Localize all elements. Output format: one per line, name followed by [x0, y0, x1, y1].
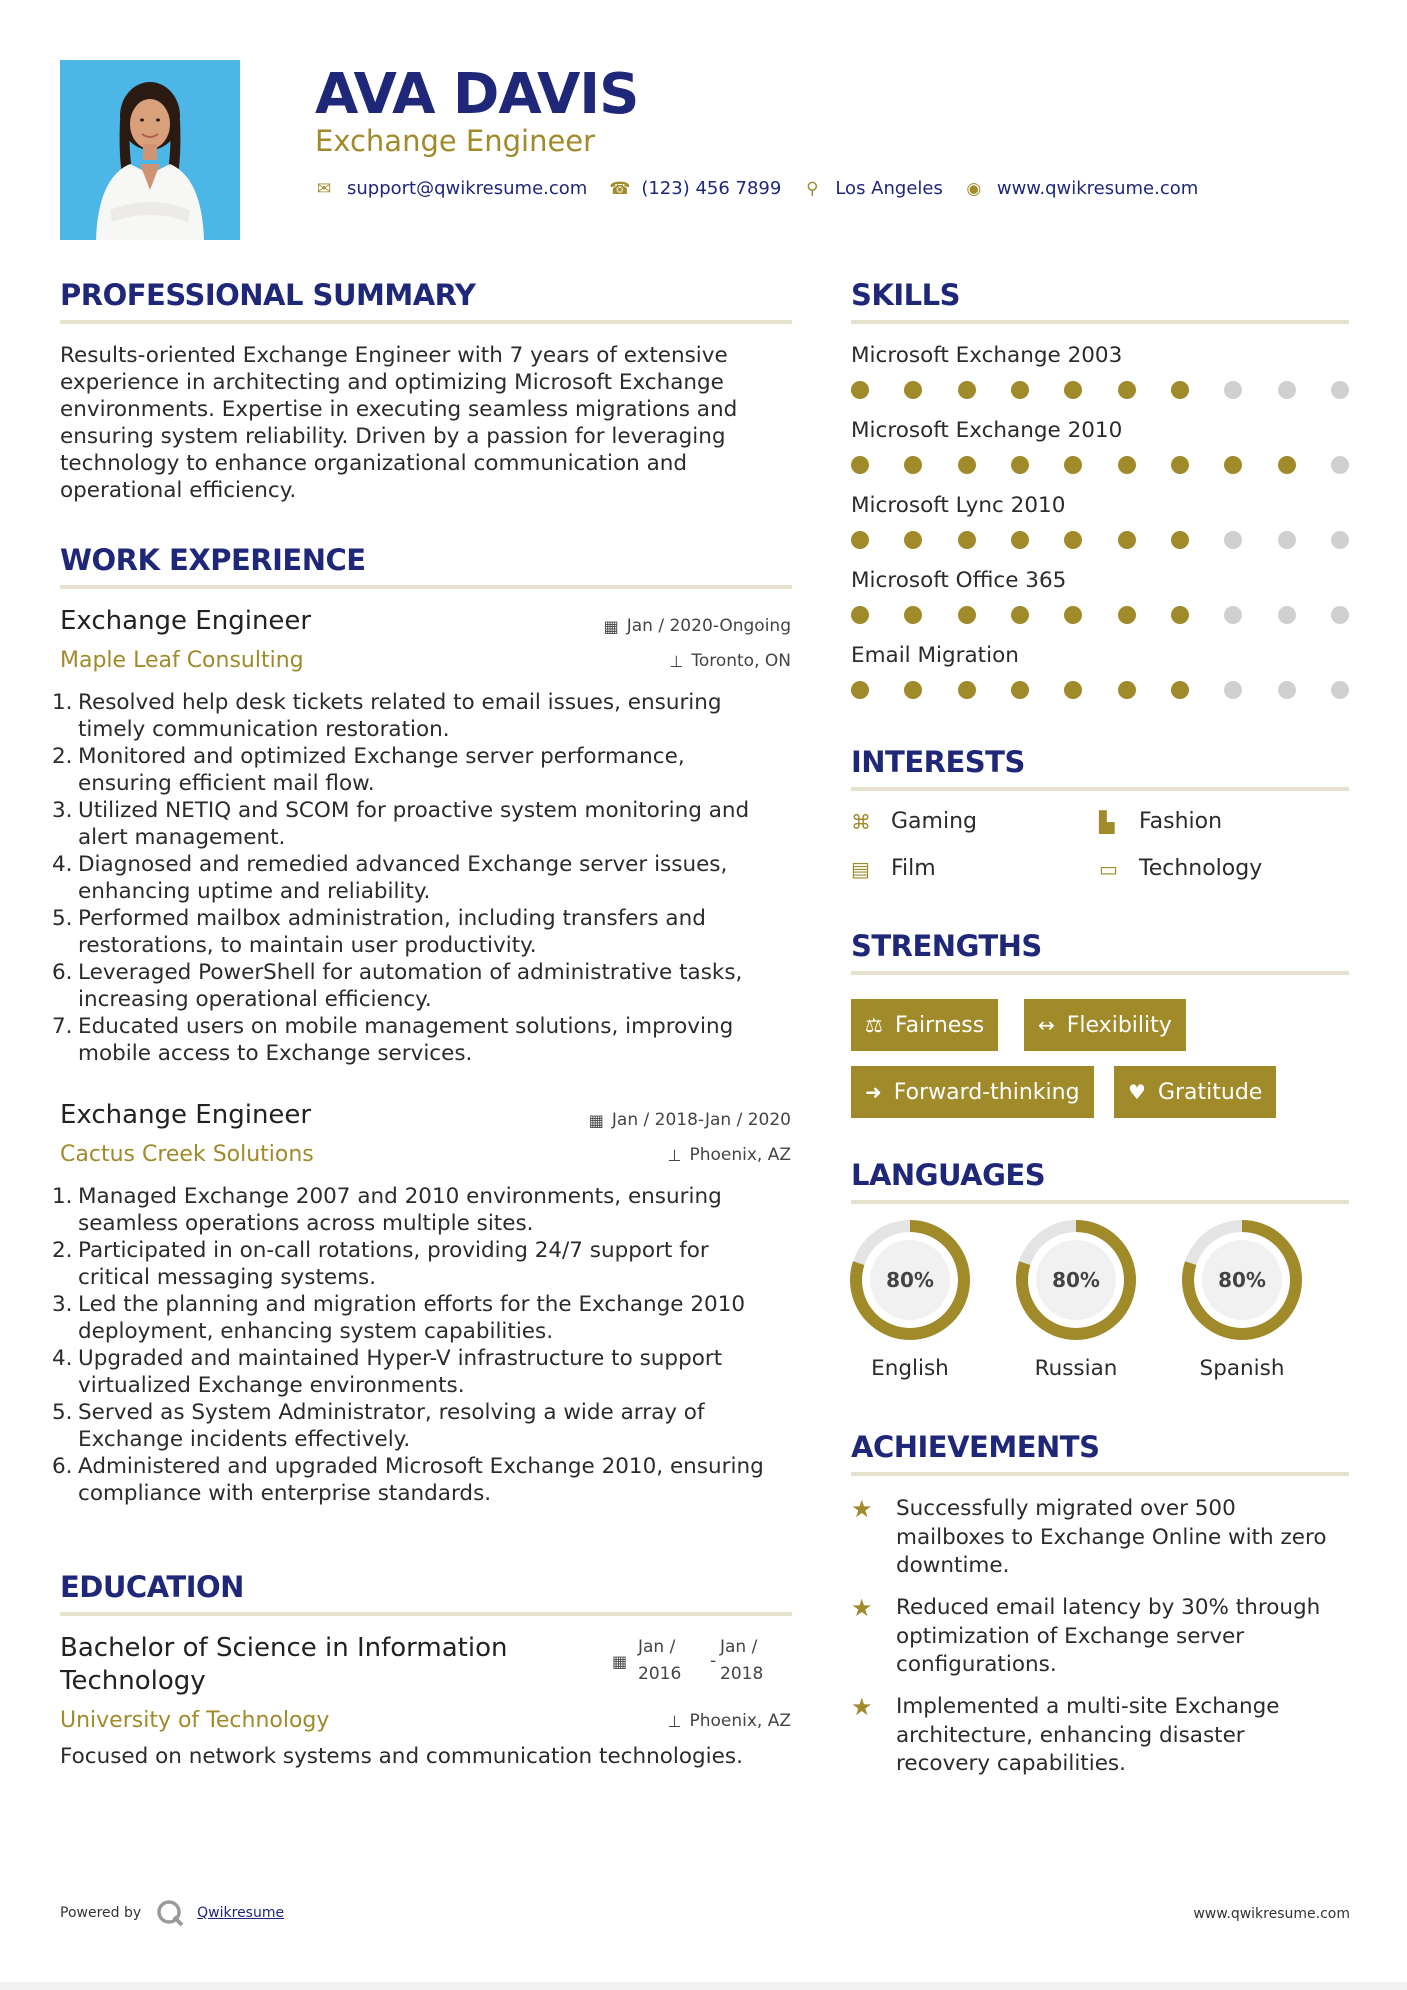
skill-name: Microsoft Office 365 [851, 568, 1067, 593]
rating-dot-empty [1278, 381, 1296, 399]
languages-rule [851, 1200, 1349, 1204]
interests-heading: INTERESTS [851, 745, 1025, 779]
achievement-text [896, 1693, 1280, 1779]
rating-dot-filled [1171, 456, 1189, 474]
skills-heading: SKILLS [851, 278, 960, 312]
rating-dot-filled [1118, 456, 1136, 474]
list-item: 1. Resolved help desk tickets related to email issues, ensuring timely communication restoration. [52, 690, 722, 742]
strength-label: Forward-thinking [893, 1079, 1080, 1105]
rating-dot-empty [1331, 381, 1349, 399]
language-percent: 80% [1052, 1268, 1100, 1292]
rating-dot-filled [1118, 606, 1136, 624]
rating-dot-filled [1118, 381, 1136, 399]
summary-text [60, 342, 800, 504]
interest-label: Fashion [1139, 809, 1223, 834]
rating-dot-filled [1278, 456, 1296, 474]
achievements-rule [851, 1472, 1349, 1476]
degree-title [60, 1632, 600, 1698]
rating-dot-filled [1011, 681, 1029, 699]
strength-label: Flexibility [1066, 1012, 1172, 1038]
list-item: 5. Served as System Administrator, resolving a wide array of Exchange incidents effectively. [52, 1400, 705, 1452]
skill-rating [851, 681, 1349, 701]
languages-heading: LANGUAGES [851, 1158, 1046, 1192]
experience-heading: WORK EXPERIENCE [60, 543, 366, 577]
skill-rating [851, 456, 1349, 476]
rating-dot-filled [1064, 381, 1082, 399]
degree-line: Bachelor of Science in Information [60, 1633, 508, 1663]
globe-icon: ◉ [966, 178, 982, 199]
rating-dot-filled [1224, 456, 1242, 474]
star-icon: ★ [851, 1693, 873, 1721]
job-date-text: Jan / 2018-Jan / 2020 [611, 1110, 791, 1130]
contact-phone[interactable] [609, 178, 781, 199]
rating-dot-filled [904, 606, 922, 624]
rating-dot-empty [1224, 381, 1242, 399]
list-item: 7. Educated users on mobile management solutions, improving mobile access to Exchange services. [52, 1014, 734, 1066]
map-pin-icon: ⚲ [806, 178, 819, 199]
strengths-heading: STRENGTHS [851, 929, 1042, 963]
calendar-icon: ▦ [588, 1110, 604, 1130]
degree-line: Technology [60, 1666, 206, 1696]
rating-dot-filled [1171, 381, 1189, 399]
achievement-text [896, 1594, 1320, 1680]
list-item: 2. Monitored and optimized Exchange server performance, ensuring efficient mail flow. [52, 744, 685, 796]
edu-location-text: Phoenix, AZ [689, 1711, 791, 1731]
strength-tag [1114, 1066, 1276, 1118]
job-title: Exchange Engineer [60, 606, 312, 636]
achievement-line: recovery capabilities. [896, 1751, 1126, 1776]
rating-dot-filled [1011, 531, 1029, 549]
rating-dot-filled [958, 681, 976, 699]
achievement-item [851, 1594, 1351, 1680]
rating-dot-filled [1064, 456, 1082, 474]
language-name: English [871, 1356, 949, 1381]
language-ring [1014, 1218, 1138, 1342]
rating-dot-filled [851, 381, 869, 399]
rating-dot-filled [851, 681, 869, 699]
education-heading: EDUCATION [60, 1570, 244, 1604]
achievement-item [851, 1495, 1351, 1581]
list-item: 2. Participated in on-call rotations, providing 24/7 support for critical messaging systems. [52, 1238, 709, 1290]
job-date [604, 616, 791, 636]
skill-rating [851, 606, 1349, 626]
strength-tag [851, 999, 998, 1051]
company-name: Maple Leaf Consulting [60, 648, 304, 673]
list-item: 6. Leveraged PowerShell for automation of administrative tasks, increasing operational efficiency. [52, 960, 743, 1012]
rating-dot-filled [1064, 531, 1082, 549]
pushpin-icon: ⊥ [667, 1145, 682, 1165]
rating-dot-filled [1011, 456, 1029, 474]
list-item: 4. Diagnosed and remedied advanced Exchange server issues, enhancing uptime and reliability. [52, 852, 728, 904]
interest-label: Gaming [891, 809, 977, 834]
pushpin-icon: ⊥ [669, 651, 684, 671]
summary-heading: PROFESSIONAL SUMMARY [60, 278, 476, 312]
powered-by-text: Powered by [60, 1905, 142, 1921]
interest-fashion [1099, 809, 1222, 834]
skill-name: Microsoft Exchange 2003 [851, 343, 1123, 368]
rating-dot-filled [851, 456, 869, 474]
rating-dot-filled [958, 381, 976, 399]
interest-gaming [851, 809, 977, 834]
school-name: University of Technology [60, 1708, 330, 1733]
skill-name: Microsoft Exchange 2010 [851, 418, 1123, 443]
summary-line: experience in architecting and optimizing Microsoft Exchange [60, 370, 724, 395]
edu-description: Focused on network systems and communication technologies. [60, 1744, 743, 1769]
rating-dot-empty [1224, 531, 1242, 549]
strength-label: Gratitude [1157, 1079, 1263, 1105]
shopping-bag-icon: ▙ [1099, 809, 1115, 834]
achievement-line: mailboxes to Exchange Online with zero [896, 1524, 1327, 1550]
rating-dot-filled [1171, 681, 1189, 699]
list-item: 3. Utilized NETIQ and SCOM for proactive system monitoring and alert management. [52, 798, 750, 850]
calendar-icon: ▦ [603, 616, 619, 636]
rating-dot-filled [851, 531, 869, 549]
job-location [669, 651, 791, 671]
interest-technology [1099, 856, 1262, 881]
rating-dot-filled [851, 606, 869, 624]
summary-line: operational efficiency. [60, 478, 297, 503]
phone-icon: ☎ [609, 178, 631, 199]
summary-line: Results-oriented Exchange Engineer with 7 years of extensive [60, 343, 728, 368]
rating-dot-filled [1118, 681, 1136, 699]
rating-dot-filled [904, 381, 922, 399]
language-item [1180, 1218, 1304, 1381]
edu-date-separator: - [710, 1651, 717, 1671]
qwikresume-link[interactable]: Qwikresume [197, 1905, 285, 1921]
star-icon: ★ [851, 1594, 873, 1622]
rating-dot-empty [1224, 681, 1242, 699]
skill-name: Email Migration [851, 643, 1019, 668]
footer-website[interactable]: www.qwikresume.com [1193, 1906, 1350, 1922]
summary-line: environments. Expertise in executing seamless migrations and [60, 397, 738, 422]
language-item [848, 1218, 972, 1381]
achievement-line: downtime. [896, 1553, 1010, 1578]
rating-dot-filled [1064, 681, 1082, 699]
person-illustration [60, 60, 240, 240]
candidate-role: Exchange Engineer [315, 124, 596, 158]
rating-dot-empty [1278, 531, 1296, 549]
rating-dot-filled [958, 531, 976, 549]
achievement-line: Implemented a multi-site Exchange [896, 1694, 1280, 1719]
summary-line: technology to enhance organizational communication and [60, 451, 688, 476]
interest-label: Film [891, 856, 936, 881]
edu-date-end-line: 2018 [720, 1664, 764, 1684]
rating-dot-empty [1331, 681, 1349, 699]
film-icon: ▤ [851, 856, 870, 881]
list-item: 4. Upgraded and maintained Hyper-V infrastructure to support virtualized Exchange environments. [52, 1346, 723, 1398]
summary-line: ensuring system reliability. Driven by a passion for leveraging [60, 424, 726, 449]
achievement-item [851, 1693, 1351, 1779]
company-name: Cactus Creek Solutions [60, 1142, 314, 1167]
rating-dot-filled [904, 681, 922, 699]
rating-dot-filled [904, 456, 922, 474]
strength-tag [851, 1066, 1094, 1118]
job-location-text: Toronto, ON [691, 651, 791, 671]
balance-scale-icon: ⚖ [865, 1013, 883, 1037]
achievement-text [896, 1495, 1327, 1581]
arrow-right-icon: ➜ [865, 1080, 882, 1104]
skill-rating [851, 381, 1349, 401]
rating-dot-empty [1331, 531, 1349, 549]
strength-tag [1024, 999, 1186, 1051]
education-rule [60, 1612, 792, 1616]
rating-dot-filled [1171, 531, 1189, 549]
skills-rule [851, 320, 1349, 324]
contact-email-text: support@qwikresume.com [347, 178, 588, 199]
language-ring [848, 1218, 972, 1342]
star-icon: ★ [851, 1495, 873, 1523]
laptop-icon: ▭ [1099, 856, 1118, 881]
strength-label: Fairness [894, 1012, 985, 1038]
contact-email[interactable] [315, 178, 587, 199]
pushpin-icon: ⊥ [667, 1711, 682, 1731]
list-item: 1. Managed Exchange 2007 and 2010 environments, ensuring seamless operations across multiple sites. [52, 1184, 722, 1236]
interest-label: Technology [1139, 856, 1263, 881]
edu-date-start [638, 1634, 681, 1688]
strengths-rule [851, 971, 1349, 975]
rating-dot-empty [1224, 606, 1242, 624]
rating-dot-filled [958, 606, 976, 624]
skill-rating [851, 531, 1349, 551]
language-percent: 80% [1218, 1268, 1266, 1292]
job-date [589, 1110, 791, 1130]
contact-website[interactable] [965, 178, 1198, 199]
profile-photo [60, 60, 240, 240]
rating-dot-filled [1064, 606, 1082, 624]
contact-phone-text: (123) 456 7899 [641, 178, 782, 199]
job-date-text: Jan / 2020-Ongoing [626, 616, 791, 636]
language-ring [1180, 1218, 1304, 1342]
gamepad-icon: ⌘ [851, 809, 871, 834]
language-percent: 80% [886, 1268, 934, 1292]
interest-film [851, 856, 936, 881]
envelope-icon: ✉ [316, 178, 332, 199]
contact-location [803, 178, 943, 199]
contact-location-text: Los Angeles [835, 178, 943, 199]
language-name: Spanish [1199, 1356, 1285, 1381]
page-bottom-bar [0, 1982, 1407, 1990]
interests-rule [851, 787, 1349, 791]
achievement-line: architecture, enhancing disaster [896, 1722, 1245, 1748]
rating-dot-empty [1331, 456, 1349, 474]
contact-bar [315, 178, 1220, 199]
achievements-heading: ACHIEVEMENTS [851, 1430, 1100, 1464]
edu-date-end [720, 1634, 763, 1688]
rating-dot-filled [1118, 531, 1136, 549]
achievement-line: optimization of Exchange server [896, 1623, 1245, 1649]
job-location [668, 1145, 791, 1165]
rating-dot-filled [1011, 381, 1029, 399]
achievement-line: Reduced email latency by 30% through [896, 1595, 1321, 1620]
list-item: 5. Performed mailbox administration, including transfers and restorations, to maintain user productivity. [52, 906, 706, 958]
job-bullets [52, 689, 792, 1067]
edu-date-start-line: Jan / [638, 1637, 676, 1657]
experience-rule [60, 585, 792, 589]
qwikresume-logo-icon [155, 1898, 185, 1928]
contact-website-text: www.qwikresume.com [996, 178, 1199, 199]
achievement-line: Successfully migrated over 500 [896, 1496, 1236, 1521]
summary-rule [60, 320, 792, 324]
list-item: 6. Administered and upgraded Microsoft Exchange 2010, ensuring compliance with enterprise standards. [52, 1454, 764, 1506]
rating-dot-filled [1011, 606, 1029, 624]
skill-name: Microsoft Lync 2010 [851, 493, 1066, 518]
rating-dot-empty [1278, 681, 1296, 699]
job-location-text: Phoenix, AZ [689, 1145, 791, 1165]
arrows-horizontal-icon: ↔ [1038, 1013, 1055, 1037]
edu-location [668, 1711, 791, 1731]
calendar-icon: ▦ [612, 1652, 628, 1671]
rating-dot-filled [904, 531, 922, 549]
language-item [1014, 1218, 1138, 1381]
rating-dot-filled [958, 456, 976, 474]
rating-dot-empty [1331, 606, 1349, 624]
list-item: 3. Led the planning and migration efforts for the Exchange 2010 deployment, enhancing system capabilities. [52, 1292, 746, 1344]
footer-powered-by [60, 1898, 284, 1928]
job-bullets [52, 1183, 792, 1507]
achievement-line: configurations. [896, 1652, 1057, 1677]
language-name: Russian [1034, 1356, 1118, 1381]
candidate-name: AVA DAVIS [315, 62, 639, 127]
job-title: Exchange Engineer [60, 1100, 312, 1130]
rating-dot-filled [1171, 606, 1189, 624]
rating-dot-empty [1278, 606, 1296, 624]
edu-date-start-line: 2016 [638, 1664, 682, 1684]
heart-icon: ♥ [1128, 1080, 1146, 1104]
edu-date-end-line: Jan / [720, 1637, 758, 1657]
